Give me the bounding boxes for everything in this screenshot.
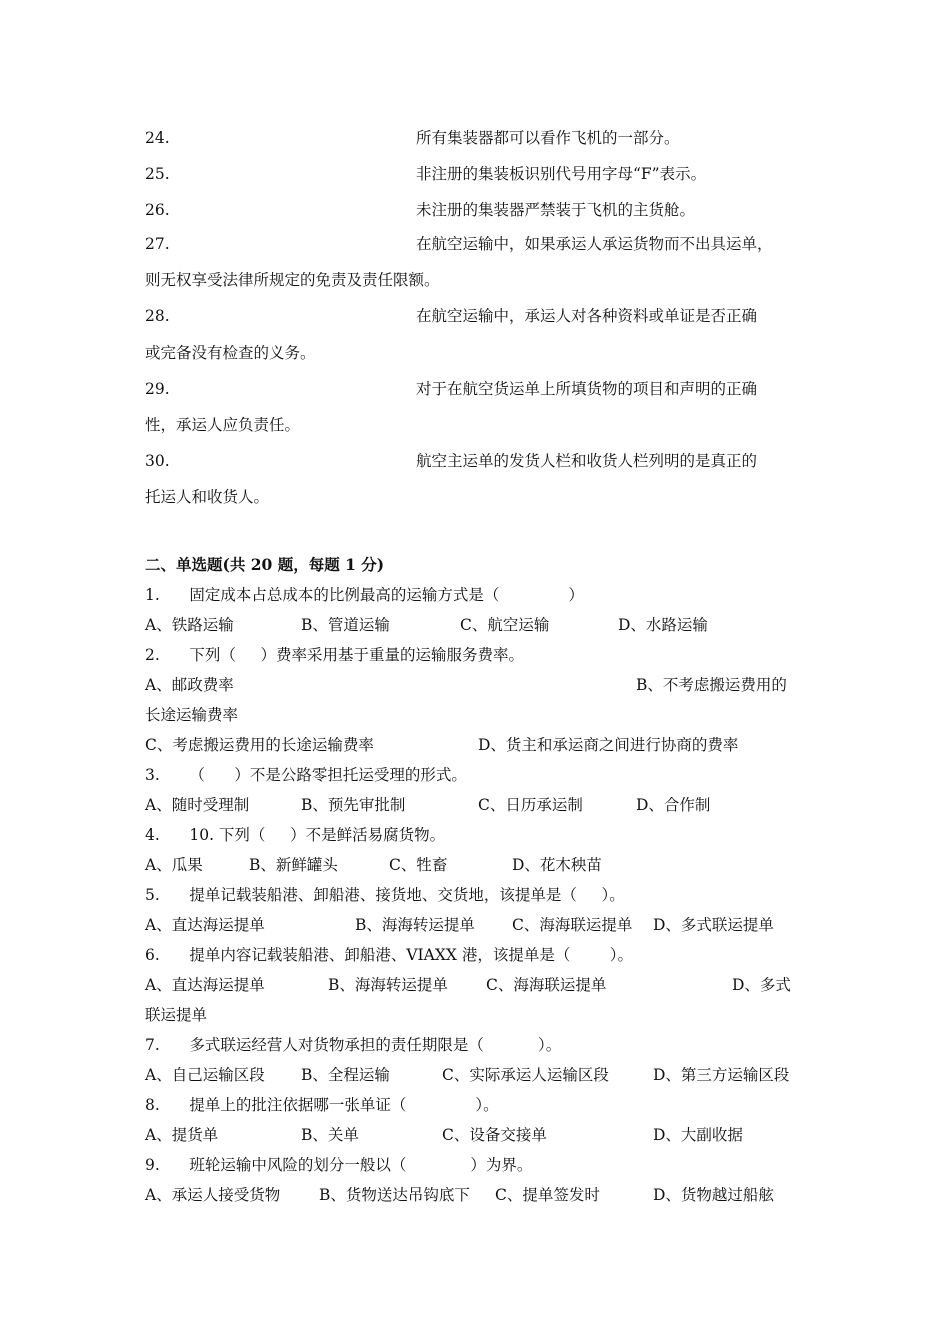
option-d: D、多式 xyxy=(732,976,791,994)
question-text-continued: 托运人和收货人。 xyxy=(145,488,270,506)
option-d: D、大副收据 xyxy=(653,1126,743,1144)
option-a: A、瓜果 xyxy=(145,856,203,874)
option-a: A、邮政费率 xyxy=(145,676,234,694)
question-number: 30. xyxy=(145,452,170,470)
question-text: 航空主运单的发货人栏和收货人栏列明的是真正的 xyxy=(416,452,758,470)
question-stem: 6. 提单内容记载装船港、卸船港、VIAXX 港，该提单是（ ）。 xyxy=(145,946,634,964)
question-number: 24. xyxy=(145,129,170,147)
option-a: A、自己运输区段 xyxy=(145,1066,265,1084)
option-b: B、关单 xyxy=(301,1126,359,1144)
option-b: B、预先审批制 xyxy=(301,796,406,814)
option-a: A、直达海运提单 xyxy=(145,976,265,994)
question-text-continued: 或完备没有检查的义务。 xyxy=(145,344,316,362)
question-stem: 4. 10. 下列（ ）不是鲜活易腐货物。 xyxy=(145,826,446,844)
question-text-continued: 则无权享受法律所规定的免责及责任限额。 xyxy=(145,271,440,289)
option-c: C、牲畜 xyxy=(389,856,448,874)
question-number: 26. xyxy=(145,201,170,219)
question-text: 对于在航空货运单上所填货物的项目和声明的正确 xyxy=(416,380,758,398)
option-c: C、设备交接单 xyxy=(442,1126,547,1144)
question-text: 所有集装器都可以看作飞机的一部分。 xyxy=(416,129,680,147)
option-d: D、花木秧苗 xyxy=(512,856,602,874)
option-c: C、日历承运制 xyxy=(478,796,583,814)
option-c: C、实际承运人运输区段 xyxy=(442,1066,609,1084)
question-text: 在航空运输中，承运人对各种资料或单证是否正确 xyxy=(416,307,758,325)
option-d: D、货主和承运商之间进行协商的费率 xyxy=(478,736,739,754)
question-stem: 3. （ ）不是公路零担托运受理的形式。 xyxy=(145,766,467,784)
option-a: A、随时受理制 xyxy=(145,796,250,814)
option-a: A、提货单 xyxy=(145,1126,219,1144)
option-a: A、承运人接受货物 xyxy=(145,1186,281,1204)
question-stem: 9. 班轮运输中风险的划分一般以（ ）为界。 xyxy=(145,1156,533,1174)
option-b: B、不考虑搬运费用的 xyxy=(636,676,787,694)
question-stem: 2. 下列（ ）费率采用基于重量的运输服务费率。 xyxy=(145,646,524,664)
question-text: 未注册的集装器严禁装于飞机的主货舱。 xyxy=(416,201,696,219)
option-d: D、第三方运输区段 xyxy=(653,1066,790,1084)
question-number: 28. xyxy=(145,307,170,325)
option-c: C、海海联运提单 xyxy=(512,916,633,934)
question-text: 非注册的集装板识别代号用字母“F”表示。 xyxy=(416,165,707,183)
option-c: C、考虑搬运费用的长途运输费率 xyxy=(145,736,374,754)
question-number: 29. xyxy=(145,380,170,398)
question-stem: 7. 多式联运经营人对货物承担的责任期限是（ ）。 xyxy=(145,1036,562,1054)
question-number: 27. xyxy=(145,235,170,253)
section-heading: 二、单选题(共 20 题，每题 1 分) xyxy=(145,555,385,574)
option-a: A、铁路运输 xyxy=(145,616,234,634)
question-number: 25. xyxy=(145,165,170,183)
option-c: C、航空运输 xyxy=(460,616,550,634)
question-stem: 8. 提单上的批注依据哪一张单证（ ）。 xyxy=(145,1096,499,1114)
option-d: D、多式联运提单 xyxy=(653,916,774,934)
option-c: C、提单签发时 xyxy=(495,1186,600,1204)
question-text-continued: 性，承运人应负责任。 xyxy=(145,416,301,434)
question-stem: 1. 固定成本占总成本的比例最高的运输方式是（ ） xyxy=(145,586,584,604)
option-c: C、海海联运提单 xyxy=(486,976,607,994)
question-text: 在航空运输中，如果承运人承运货物而不出具运单， xyxy=(416,235,773,253)
option-b-continued: 长途运输费率 xyxy=(145,706,239,724)
option-b: B、全程运输 xyxy=(301,1066,390,1084)
question-stem: 5. 提单记载装船港、卸船港、接货地、交货地，该提单是（ ）。 xyxy=(145,886,625,904)
option-d: D、合作制 xyxy=(636,796,711,814)
option-b: B、海海转运提单 xyxy=(328,976,448,994)
option-d: D、货物越过船舷 xyxy=(653,1186,774,1204)
option-d-continued: 联运提单 xyxy=(145,1006,208,1024)
option-b: B、货物送达吊钩底下 xyxy=(319,1186,470,1204)
option-b: B、海海转运提单 xyxy=(355,916,475,934)
option-a: A、直达海运提单 xyxy=(145,916,265,934)
option-b: B、管道运输 xyxy=(301,616,390,634)
option-d: D、水路运输 xyxy=(618,616,708,634)
option-b: B、新鲜罐头 xyxy=(249,856,338,874)
